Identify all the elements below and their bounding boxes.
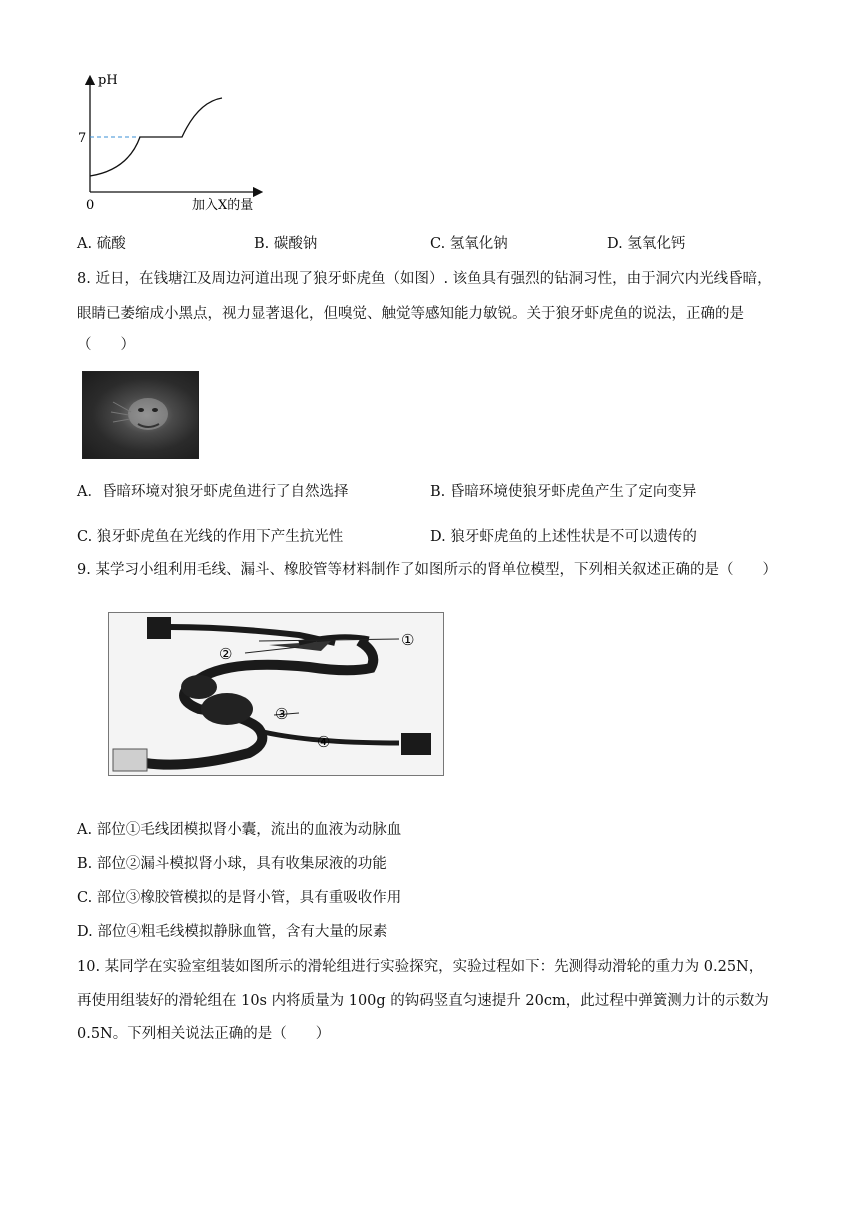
q7-option-a[interactable]: A. 硫酸	[77, 236, 126, 252]
q9-option-a[interactable]: A. 部位①毛线团模拟肾小囊，流出的血液为动脉血	[77, 822, 402, 838]
ph-curve	[90, 98, 222, 176]
q7-option-b[interactable]: B. 碳酸钠	[254, 236, 318, 252]
q8-stem-line-1: 8. 近日，在钱塘江及周边河道出现了狼牙虾虎鱼（如图）. 该鱼具有强烈的钻洞习性，由于洞穴内光线昏暗，	[77, 271, 772, 287]
q10-stem-line-2: 再使用组装好的滑轮组在 10s 内将质量为 100g 的钩码竖直匀速提升 20cm，此过程中弹簧测力计的示数为	[77, 993, 769, 1009]
q9-option-d[interactable]: D. 部位④粗毛线模拟静脉血管，含有大量的尿素	[77, 924, 388, 940]
label-1: ①	[401, 631, 415, 649]
label-2: ②	[219, 645, 233, 663]
q10-stem-line-3: 0.5N。下列相关说法正确的是（ ）	[77, 1026, 331, 1042]
nephron-model-figure	[108, 612, 444, 776]
q9-option-c[interactable]: C. 部位③橡胶管模拟的是肾小管，具有重吸收作用	[77, 890, 402, 906]
x-axis-label: 加入X的量	[192, 198, 254, 213]
q9-stem: 9. 某学习小组利用毛线、漏斗、橡胶管等材料制作了如图所示的肾单位模型，下列相关叙述正确的是（ ）	[77, 562, 777, 578]
label-3: ③	[275, 705, 289, 723]
q10-stem-line-1: 10. 某同学在实验室组装如图所示的滑轮组进行实验探究，实验过程如下：先测得动滑轮的重力为 0.25N，	[77, 959, 764, 975]
q8-option-b[interactable]: B. 昏暗环境使狼牙虾虎鱼产生了定向变异	[430, 484, 697, 500]
ph-graph	[70, 70, 270, 220]
y-axis-label: pH	[98, 73, 118, 88]
q7-option-c[interactable]: C. 氢氧化钠	[430, 236, 508, 252]
q8-option-c[interactable]: C. 狼牙虾虎鱼在光线的作用下产生抗光性	[77, 529, 344, 545]
q8-option-a[interactable]: A．昏暗环境对狼牙虾虎鱼进行了自然选择	[77, 484, 349, 500]
q8-stem-line-2: 眼睛已萎缩成小黑点，视力显著退化，但嗅觉、触觉等感知能力敏锐。关于狼牙虾虎鱼的说法，正确的是	[77, 306, 744, 322]
q9-option-b[interactable]: B. 部位②漏斗模拟肾小球，具有收集尿液的功能	[77, 856, 387, 872]
q7-option-d[interactable]: D. 氢氧化钙	[607, 236, 686, 252]
goby-fish-photo	[82, 371, 199, 459]
q8-option-d[interactable]: D. 狼牙虾虎鱼的上述性状是不可以遗传的	[430, 529, 697, 545]
q8-stem-line-3: （ ）	[77, 337, 135, 353]
y-tick-7: 7	[78, 131, 87, 146]
origin-label: 0	[86, 198, 95, 213]
label-4: ④	[317, 733, 331, 751]
